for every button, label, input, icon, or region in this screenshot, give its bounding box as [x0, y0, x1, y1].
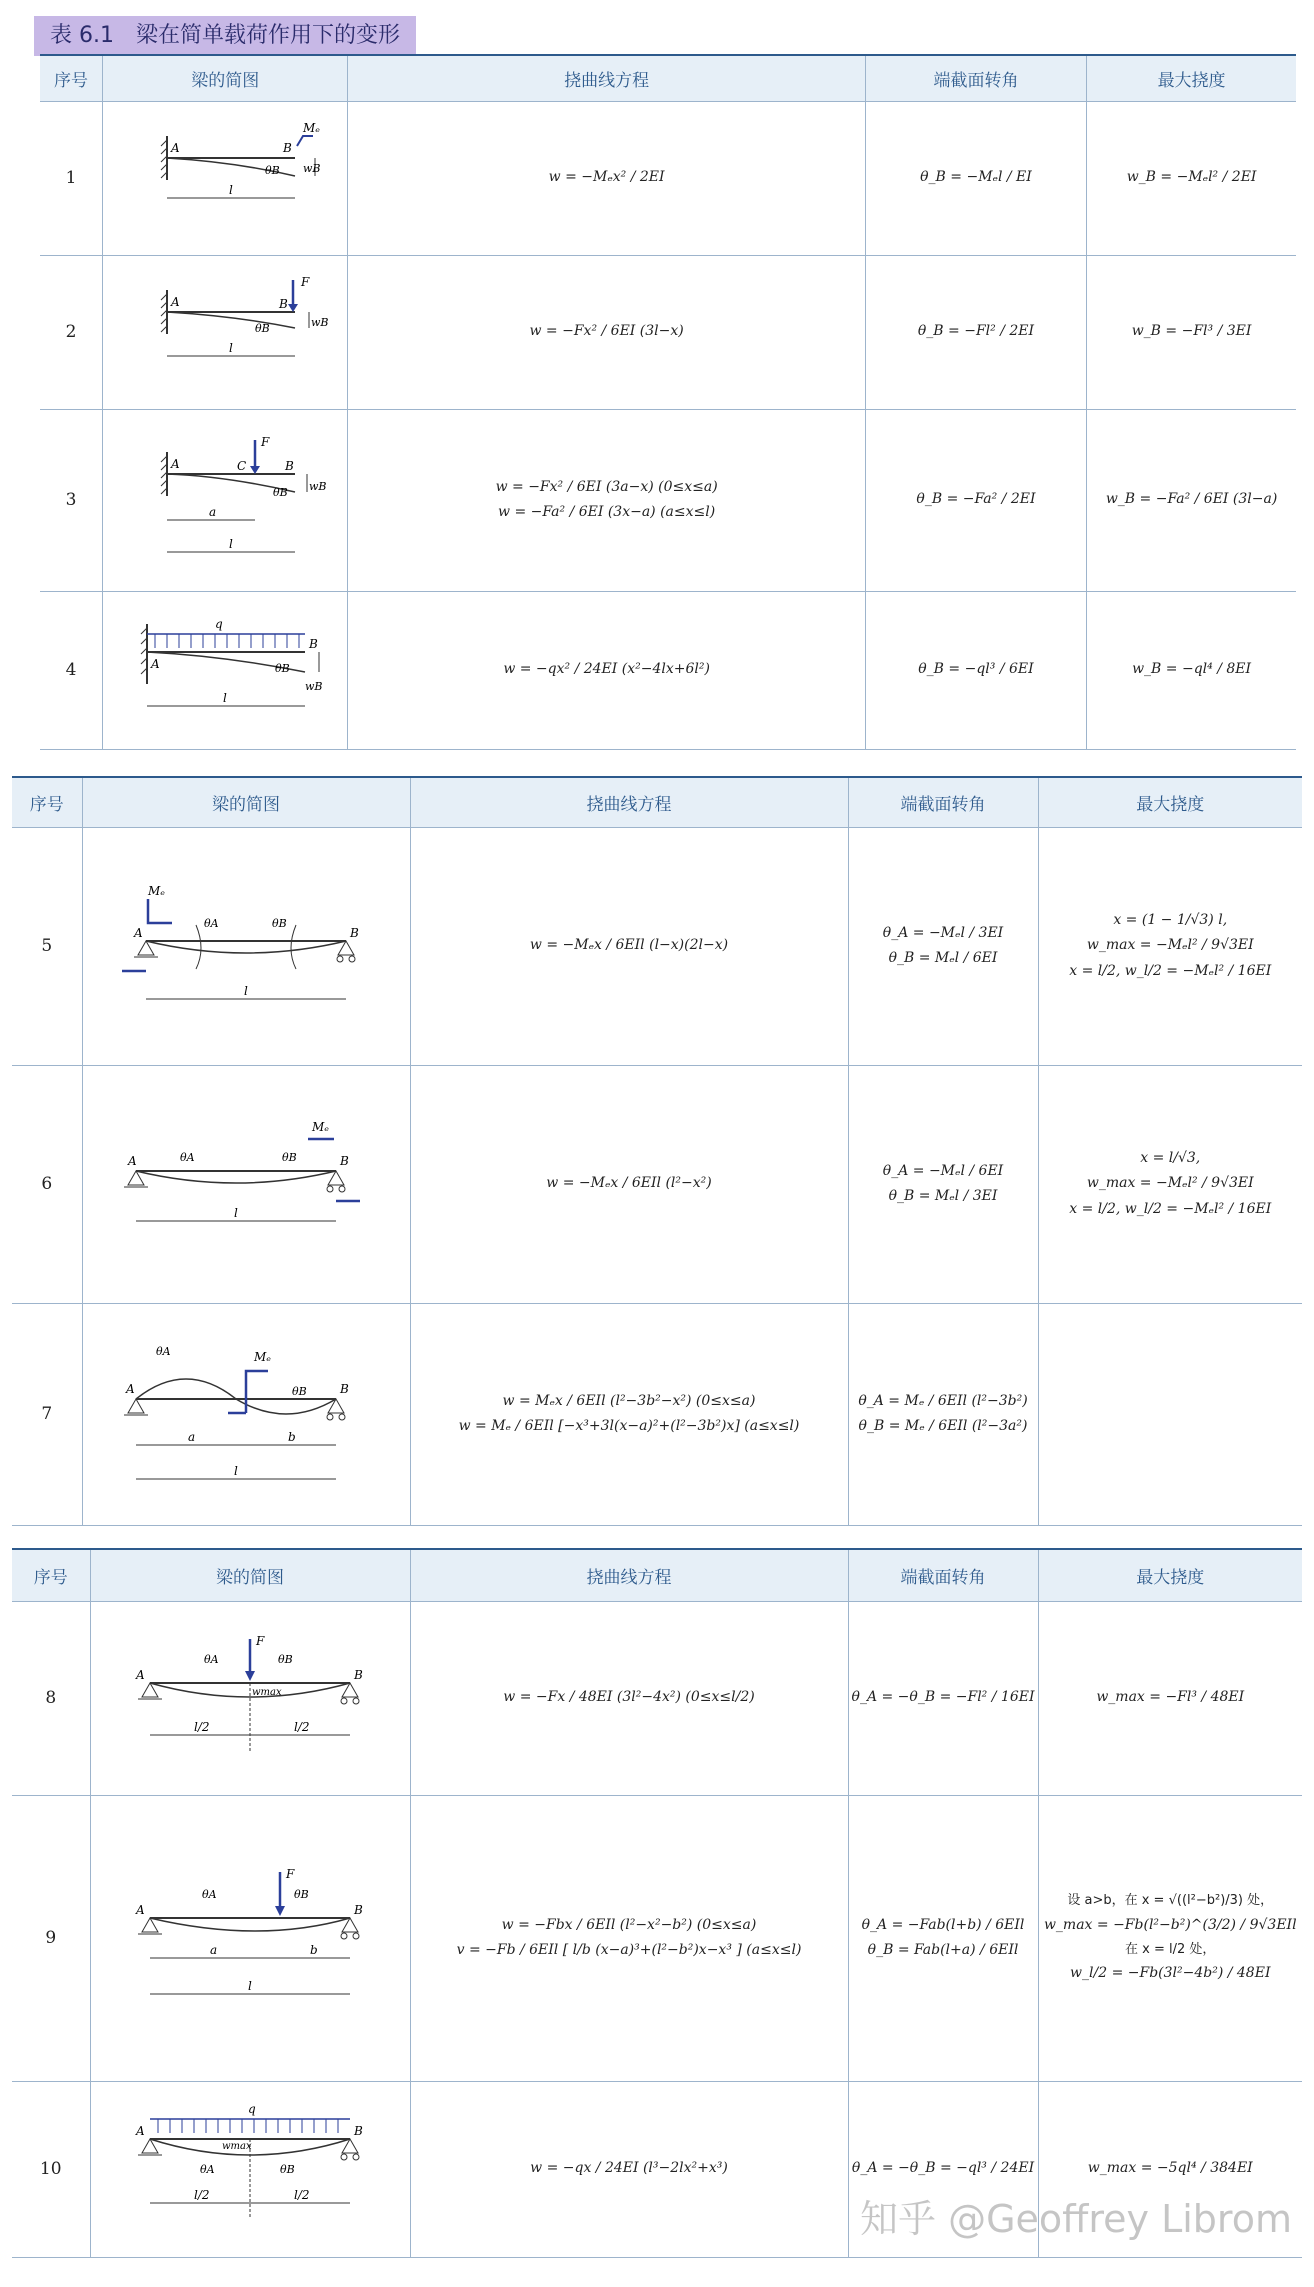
row-number: 3 [40, 409, 103, 591]
end-angle: θ_B = −ql³ / 6EI [865, 591, 1086, 749]
row-number: 5 [12, 827, 82, 1065]
svg-text:l: l [234, 1464, 238, 1478]
header-deflection: 最大挠度 [1087, 55, 1296, 101]
svg-text:θB: θB [275, 662, 290, 675]
table-row [12, 1601, 1302, 1795]
svg-text:wB: wB [311, 316, 329, 329]
max-deflection: w_B = −ql⁴ / 8EI [1087, 591, 1296, 749]
svg-text:a: a [209, 505, 217, 519]
svg-text:wB: wB [309, 480, 327, 493]
curve-equation: w = −Fx² / 6EI (3l−x) [348, 255, 865, 409]
row-number: 10 [12, 2081, 90, 2257]
svg-text:C: C [237, 459, 247, 473]
header-angle: 端截面转角 [848, 777, 1038, 827]
svg-text:wB: wB [305, 680, 323, 693]
svg-text:wmax: wmax [222, 2141, 252, 2152]
label-thetaB: θB [265, 164, 280, 177]
svg-text:A: A [171, 457, 180, 471]
header-no: 序号 [12, 777, 82, 827]
svg-text:B: B [340, 1382, 349, 1396]
header-deflection: 最大挠度 [1038, 1549, 1302, 1601]
beam-diagram [103, 255, 348, 409]
table-row [12, 1795, 1302, 2081]
svg-text:B: B [354, 1668, 363, 1682]
max-deflection: w_max = −Fl³ / 48EI [1038, 1601, 1302, 1795]
svg-text:θB: θB [273, 486, 288, 499]
beam-diagram [103, 591, 348, 749]
beam-diagram [90, 1601, 410, 1795]
svg-text:l: l [234, 1206, 238, 1220]
max-deflection [1038, 1303, 1302, 1525]
label-Me: Mₑ [303, 121, 321, 135]
simply-supported-offset-load-diagram [110, 1858, 390, 2018]
table-row [40, 101, 1296, 255]
svg-text:A: A [171, 295, 180, 309]
svg-text:B: B [309, 637, 319, 651]
svg-text:l: l [229, 537, 234, 551]
header-curve: 挠曲线方程 [410, 1549, 848, 1601]
row-number: 1 [40, 101, 103, 255]
header-diagram: 梁的简图 [82, 777, 410, 827]
svg-text:θB: θB [294, 1888, 309, 1901]
svg-text:θA: θA [200, 2163, 215, 2176]
svg-text:θB: θB [282, 1151, 297, 1164]
simply-supported-distributed-load-diagram [110, 2099, 390, 2239]
end-angle: θ_B = −Fa² / 2EI [865, 409, 1086, 591]
table-row [12, 1303, 1302, 1525]
label-wB: wB [303, 162, 321, 175]
curve-equation: w = −Fx² / 6EI (3a−x) (0≤x≤a) w = −Fa² / 6EI (3x−a) (a≤x≤l) [348, 409, 865, 591]
svg-text:θB: θB [292, 1385, 307, 1398]
svg-text:A: A [128, 1154, 137, 1168]
label-B: B [283, 141, 293, 155]
svg-text:l: l [244, 984, 248, 998]
table-row [40, 255, 1296, 409]
svg-text:F: F [286, 1867, 295, 1881]
svg-text:l: l [248, 1979, 252, 1993]
end-angle: θ_A = −θ_B = −Fl² / 16EI [848, 1601, 1038, 1795]
beam-diagram [103, 101, 348, 255]
beam-diagram [103, 409, 348, 591]
svg-text:θB: θB [280, 2163, 295, 2176]
watermark: 知乎 @Geoffrey Librom [860, 2197, 1292, 2241]
table-row [40, 409, 1296, 591]
deflection-table-part-1 [40, 54, 1296, 750]
svg-text:θA: θA [204, 917, 219, 930]
table-row [40, 591, 1296, 749]
svg-text:θB: θB [278, 1653, 293, 1666]
row-number: 6 [12, 1065, 82, 1303]
svg-text:l/2: l/2 [294, 1720, 310, 1734]
curve-equation: w = −Fx / 48EI (3l²−4x²) (0≤x≤l/2) [410, 1601, 848, 1795]
simply-supported-moment-left-diagram [106, 871, 386, 1021]
svg-text:B: B [350, 926, 359, 940]
svg-text:l: l [223, 691, 228, 705]
svg-text:θB: θB [255, 322, 270, 335]
end-angle: θ_B = −Fl² / 2EI [865, 255, 1086, 409]
svg-text:Mₑ: Mₑ [254, 1350, 271, 1364]
svg-text:l/2: l/2 [194, 2188, 210, 2202]
cantilever-distributed-load-diagram [125, 610, 325, 730]
svg-text:θB: θB [272, 917, 287, 930]
svg-text:b: b [310, 1943, 318, 1957]
svg-text:A: A [134, 926, 143, 940]
cantilever-intermediate-load-diagram [125, 430, 325, 570]
curve-equation: w = −Fbx / 6EIl (l²−x²−b²) (0≤x≤a) v = −Fb / 6EIl [ l/b (x−a)³+(l²−b²)x−x³ ] (a≤x≤l) [410, 1795, 848, 2081]
beam-diagram [90, 2081, 410, 2257]
label-A: A [171, 141, 180, 155]
svg-text:Mₑ: Mₑ [312, 1120, 329, 1134]
curve-equation: w = −Mₑx² / 2EI [348, 101, 865, 255]
curve-equation: w = Mₑx / 6EIl (l²−3b²−x²) (0≤x≤a) w = Mₑ / 6EIl [−x³+3l(x−a)²+(l²−3b²)x] (a≤x≤l) [410, 1303, 848, 1525]
svg-text:l: l [229, 341, 234, 355]
table-title: 表 6.1 梁在简单载荷作用下的变形 [34, 16, 416, 56]
svg-text:l/2: l/2 [294, 2188, 310, 2202]
curve-equation: w = −Mₑx / 6EIl (l²−x²) [410, 1065, 848, 1303]
end-angle: θ_A = −Fab(l+b) / 6EIl θ_B = Fab(l+a) / 6EIl [848, 1795, 1038, 2081]
cantilever-moment-diagram [125, 118, 325, 238]
beam-diagram [82, 1065, 410, 1303]
deflection-table-part-3 [12, 1548, 1302, 2258]
row-number: 8 [12, 1601, 90, 1795]
end-angle: θ_B = −Mₑl / EI [865, 101, 1086, 255]
header-no: 序号 [12, 1549, 90, 1601]
simply-supported-center-load-diagram [110, 1623, 390, 1773]
svg-text:B: B [354, 2124, 363, 2138]
header-diagram: 梁的简图 [103, 55, 348, 101]
max-deflection: w_B = −Mₑl² / 2EI [1087, 101, 1296, 255]
svg-text:θA: θA [204, 1653, 219, 1666]
svg-text:wmax: wmax [252, 1687, 282, 1698]
curve-equation: w = −Mₑx / 6EIl (l−x)(2l−x) [410, 827, 848, 1065]
svg-text:A: A [136, 1668, 145, 1682]
max-deflection: x = (1 − 1/√3) l, w_max = −Mₑl² / 9√3EI x = l/2, w_l/2 = −Mₑl² / 16EI [1038, 827, 1302, 1065]
header-curve: 挠曲线方程 [410, 777, 848, 827]
svg-text:F: F [261, 435, 270, 449]
svg-text:a: a [210, 1943, 218, 1957]
max-deflection: x = l/√3, w_max = −Mₑl² / 9√3EI x = l/2, w_l/2 = −Mₑl² / 16EI [1038, 1065, 1302, 1303]
svg-text:b: b [288, 1430, 296, 1444]
svg-text:θA: θA [156, 1345, 171, 1358]
curve-equation: w = −qx² / 24EI (x²−4lx+6l²) [348, 591, 865, 749]
svg-text:q: q [248, 2102, 256, 2116]
max-deflection: 设 a>b，在 x = √((l²−b²)/3) 处， w_max = −Fb(l²−b²)^(3/2) / 9√3EIl 在 x = l/2 处， w_l/2 = −Fb(3l²−4b²) / 48EI [1038, 1795, 1302, 2081]
label-l: l [229, 183, 234, 197]
beam-diagram [90, 1795, 410, 2081]
max-deflection: w_max = −5ql⁴ / 384EI [1038, 2081, 1302, 2257]
simply-supported-moment-mid-diagram [106, 1329, 386, 1499]
curve-equation: w = −qx / 24EI (l³−2lx²+x³) [410, 2081, 848, 2257]
row-number: 7 [12, 1303, 82, 1525]
end-angle: θ_A = −θ_B = −ql³ / 24EI [848, 2081, 1038, 2257]
max-deflection: w_B = −Fa² / 6EI (3l−a) [1087, 409, 1296, 591]
svg-text:B: B [354, 1903, 363, 1917]
simply-supported-moment-right-diagram [106, 1109, 386, 1259]
header-no: 序号 [40, 55, 103, 101]
max-deflection: w_B = −Fl³ / 3EI [1087, 255, 1296, 409]
header-curve: 挠曲线方程 [348, 55, 865, 101]
svg-text:A: A [136, 1903, 145, 1917]
svg-text:B: B [279, 297, 289, 311]
svg-text:A: A [151, 657, 160, 671]
header-deflection: 最大挠度 [1038, 777, 1302, 827]
svg-text:θA: θA [202, 1888, 217, 1901]
row-number: 4 [40, 591, 103, 749]
header-angle: 端截面转角 [865, 55, 1086, 101]
svg-text:q: q [215, 617, 223, 631]
end-angle: θ_A = −Mₑl / 6EI θ_B = Mₑl / 3EI [848, 1065, 1038, 1303]
table-row [12, 827, 1302, 1065]
svg-text:F: F [256, 1634, 265, 1648]
beam-diagram [82, 1303, 410, 1525]
header-angle: 端截面转角 [848, 1549, 1038, 1601]
row-number: 2 [40, 255, 103, 409]
svg-text:A: A [126, 1382, 135, 1396]
svg-text:Mₑ: Mₑ [148, 884, 165, 898]
beam-diagram [82, 827, 410, 1065]
cantilever-point-load-diagram [125, 272, 329, 392]
row-number: 9 [12, 1795, 90, 2081]
end-angle: θ_A = −Mₑl / 3EI θ_B = Mₑl / 6EI [848, 827, 1038, 1065]
end-angle: θ_A = Mₑ / 6EIl (l²−3b²) θ_B = Mₑ / 6EIl (l²−3a²) [848, 1303, 1038, 1525]
svg-text:A: A [136, 2124, 145, 2138]
svg-text:l/2: l/2 [194, 1720, 210, 1734]
svg-text:θA: θA [180, 1151, 195, 1164]
svg-text:B: B [340, 1154, 349, 1168]
svg-text:a: a [188, 1430, 196, 1444]
svg-text:F: F [301, 275, 310, 289]
svg-text:B: B [285, 459, 295, 473]
header-diagram: 梁的简图 [90, 1549, 410, 1601]
deflection-table-part-2 [12, 776, 1302, 1526]
table-row [12, 1065, 1302, 1303]
